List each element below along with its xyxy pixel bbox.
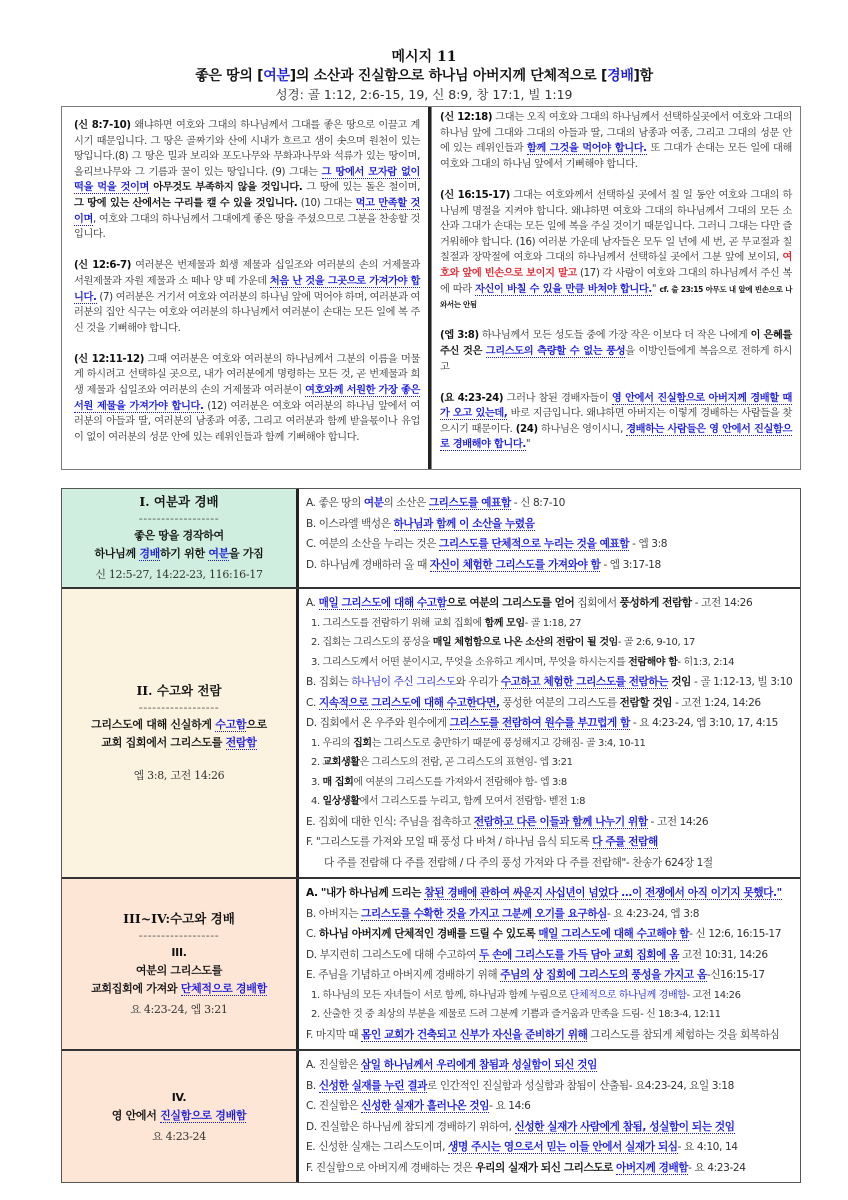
- outline-point: [306, 965, 794, 986]
- section-points-cell: [299, 879, 800, 1049]
- text-segment: 하나님은 영이시니,: [537, 423, 627, 435]
- emphasis-bold: 우리의 실재가 되신 그리스도로: [475, 1161, 614, 1174]
- text-segment: B. 아버지는: [306, 907, 362, 920]
- outline-point: [306, 1117, 794, 1138]
- emphasis-highlight: 신성한 실재가 흘러나온 것임: [361, 1100, 490, 1112]
- emphasis-highlight: 수고하고 체험한 그리스도를 전람하는: [500, 676, 669, 688]
- outline-subpoint: [306, 792, 794, 812]
- emphasis-bold: 매일 체험함으로 나온 소산의 전람이 될 것임: [432, 637, 618, 648]
- verse-reference: (신 16:15-17): [440, 189, 510, 201]
- emphasis-bold: 함께 모임: [484, 617, 525, 629]
- text-segment: 또 그대가 손대는 모든 일에 대해 여호와 그대의 하나님 앞에서 기뻐해야 합니다.: [440, 143, 793, 170]
- text-segment: -신16:15-17: [706, 969, 765, 981]
- text-segment: E. 집회에 대한 인식: 주님을 접촉하고: [306, 815, 474, 828]
- text-segment: 그대는 여호와께서 선택하실 곳에서 칠 일 동안 여호와 그대의 하나님께 명절을 지켜야 합니다. 왜냐하면 여호와 그대의 하나님께서 그대의 모든 소산과 그대가 손대는 모든 일에 복을 주실 것이기 때문입니다. 그러니 그대는 다만 즐거워해야 합니다. (16) 여러분 가운데 남자들은 모두 일 년에 세 번, 곧 무교절과 칠칠절과 장막절에 여호와 그대의 하나님께서 선택하실 곳에서 그분 앞에 보이되,: [440, 189, 792, 264]
- section-title: II. 수고와 전람: [136, 683, 222, 698]
- emphasis-bold: 전람할 것임: [619, 696, 673, 709]
- text-segment: F. 마지막 때: [306, 1028, 362, 1041]
- text-segment: - 요 4:10, 14: [677, 1141, 738, 1153]
- emphasis-bold: (24): [515, 423, 538, 435]
- emphasis-highlight: 삼일 하나님께서 우리에게 참됨과 성실함이 되신 것임: [360, 1059, 597, 1071]
- cross-reference-note: cf. 출 23:15 아무도 내 앞에 빈손으로 나와서는 안됨: [440, 284, 793, 310]
- text-segment: III.: [171, 946, 187, 959]
- text-segment: (10) 그대는: [297, 197, 356, 209]
- verse-reference: (신 12:6-7): [74, 260, 132, 272]
- section-description: [136, 962, 222, 980]
- text-segment: 그러나 참된 경배자들이: [503, 392, 612, 404]
- outline-point: [306, 693, 794, 714]
- verse-reference: (신 12:11-12): [74, 353, 145, 365]
- emphasis-highlight: 매일 그리스도에 대해 수고해야 함: [538, 928, 690, 940]
- text-segment: A. 진실함은: [306, 1059, 361, 1071]
- text-segment: (17) 각 사람이 여호와 그대의 하나님께서 주신 복에 따라: [440, 267, 792, 295]
- emphasis-highlight: 전람하고 다른 이들과 함께 나누기 위함: [473, 815, 648, 828]
- scripture-passage: [440, 110, 792, 172]
- section-divider: ------------------: [138, 701, 220, 714]
- emphasis-highlight: 신성한 실재가 사람에게 참됨, 성실함이 되는 것임: [514, 1120, 735, 1133]
- text-segment: 다 주를 전람해 다 주를 전람해 / 다 주의 풍성 가져와 다 주를 전람해"- 찬송가 624장 1절: [324, 856, 713, 869]
- text-segment: 에서 그리스도를 누리고, 함께 모여서 전람함- 벧전 1:8: [359, 796, 586, 807]
- emphasis-bold: 아무것도 부족하지 않을 것입니다.: [148, 182, 303, 194]
- text-segment: E. 신성한 실재는 그리스도이며,: [306, 1141, 449, 1153]
- outline-subpoint: [306, 614, 794, 634]
- outline-point: [306, 534, 794, 555]
- document-header: [0, 48, 848, 104]
- text-segment: ": [525, 439, 531, 451]
- text-segment: 교회 집회에서 그리스도를: [101, 736, 226, 749]
- section-summary-cell: [62, 489, 299, 587]
- outline-subpoint: [306, 986, 794, 1006]
- text-segment: 그때 여러분은 여호와 여러분의 하나님께서 그분의 이름을 머물게 하시려고 선택하실 곳으로, 내가 여러분에게 명령하는 모든 것, 곧 번제물과 희생 제물과 십일조와 여러분의 손의 거제물과 여러분이: [74, 353, 421, 397]
- section-references: 요 4:23-24, 엡 3:21: [130, 1003, 228, 1016]
- emphasis-highlight: 그리스도를 단체적으로 누리는 것을 예표함: [438, 538, 630, 550]
- text-segment: - 신 12:6, 16:15-17: [689, 928, 782, 940]
- outline-point: [306, 1096, 794, 1117]
- scripture-column-right: [431, 107, 800, 469]
- emphasis-highlight: 그리스도를 수확한 것을 가지고 그분께 오기를 요구하심: [361, 907, 608, 920]
- outline-point: [306, 713, 794, 734]
- text-segment: (7) 여러분은 거기서 여호와 여러분의 하나님 앞에 먹어야 하며, 여러분과 여러분의 집안 식구는 여호와 여러분의 하나님께서 여러분이 손대는 모든 일에 복 주신 것을 기뻐해야 합니다.: [74, 291, 421, 334]
- outline-point: [306, 945, 794, 966]
- text-segment: B. 이스라엘 백성은: [306, 517, 394, 530]
- outline-subpoint: [306, 633, 794, 653]
- outline-point: [306, 904, 794, 925]
- emphasis-bold: 풍성하게 전람함: [619, 597, 692, 609]
- text-segment: - 고전 14:26: [686, 989, 741, 1001]
- section-references: 엡 3:8, 고전 14:26: [133, 769, 225, 782]
- text-segment: 그리스도를 참되게 체험하는 것을 회복하심: [587, 1028, 780, 1041]
- scripture-passage: [74, 352, 420, 446]
- text-segment: 그대는 오직 여호와 그대의 하나님께서 선택하실곳에서 여호와 그대의 하나님 앞에 그대와 그대의 아들과 딸, 그대의 남종과 여종, 그리고 그대의 성문 안에 있는 레위인들과: [440, 112, 792, 155]
- outline-table: [61, 488, 801, 1183]
- verse-reference: (신 12:18): [440, 112, 493, 123]
- emphasis-highlight: 그리스도를 전람하여 원수를 부끄럽게 함: [449, 717, 630, 729]
- outline-section-2: [62, 589, 800, 879]
- outline-subpoint: [306, 1005, 794, 1025]
- emphasis-highlight: 다 주를 전람해: [592, 836, 658, 848]
- outline-subpoint: [306, 734, 794, 754]
- section-summary-cell: [62, 1051, 299, 1182]
- outline-point: [306, 1137, 794, 1158]
- section-description: [134, 527, 224, 545]
- emphasis-highlight: 하나님과 함께 이 소산을 누렸음: [393, 517, 535, 530]
- verse-reference: (신 8:7-10): [74, 119, 131, 131]
- message-number: 메시지 11: [391, 49, 457, 65]
- verse-reference: (요 4:23-24): [440, 392, 504, 404]
- outline-point: [306, 853, 794, 874]
- text-segment: ": [651, 283, 660, 295]
- emphasis-highlight: 수고함: [215, 718, 247, 731]
- emphasis-highlight: 영 안에서 진실함으로 아버지께 경배할 때가 오고 있는데,: [440, 392, 792, 420]
- title-part: ]의 소산과 진실함으로 하나님 아버지께 단체적으로 [: [289, 68, 608, 84]
- outline-point: [306, 924, 794, 945]
- text-segment: 풍성한 여분의 그리스도를: [499, 696, 620, 709]
- section-description: [94, 545, 263, 563]
- text-segment: 으로: [246, 718, 267, 731]
- section-description: [171, 944, 186, 962]
- text-segment: B. 집회는: [306, 676, 352, 688]
- text-segment: 을 가짐: [229, 547, 264, 560]
- text-segment: 는 그리스도로 충만하기 때문에 풍성해지고 강해짐- 골 3:4, 10-11: [371, 737, 646, 749]
- text-segment: - 고전 1:24, 14:26: [672, 696, 761, 709]
- text-segment: D. 부지런히 그리스도에 대해 수고하여: [306, 948, 480, 961]
- section-points-cell: [299, 489, 800, 587]
- verse-reference: (엡 3:8): [440, 330, 479, 342]
- text-segment: IV.: [171, 1090, 187, 1104]
- emphasis-highlight: 생명 주시는 영으로서 믿는 이들 안에서 실재가 되심: [448, 1141, 678, 1153]
- emphasis-bold: 집회: [353, 737, 372, 749]
- text-segment: - 요 14:6: [489, 1100, 531, 1112]
- outline-section-4: [62, 1051, 800, 1182]
- text-segment: C. 여분의 소산을 누리는 것은: [306, 538, 439, 550]
- title-keyword-surplus: 여분: [263, 68, 290, 84]
- text-segment: (12) 여러분은 여호와 여러분의 하나님 앞에서 여러분의 아들과 딸, 여러분의 남종과 여종, 그리고 여러분과 함께 받을몫이나 유업이 없이 여러분의 성문 안에 있는 레위인들과 함께 기뻐해야 합니다.: [74, 400, 421, 443]
- text-segment: 하나님께: [94, 547, 140, 560]
- emphasis-highlight: 주님의 상 집회에 그리스도의 풍성을 가지고 옴: [500, 969, 707, 981]
- outline-section-1: [62, 489, 800, 589]
- outline-point: [306, 672, 794, 693]
- text-segment: 3. 그리스도께서 어떤 분이시고, 무엇을 소유하고 계시며, 무엇을 하시는지를: [311, 656, 629, 668]
- emphasis-highlight: 경배하는 사람들은 영 안에서 진실함으로 경배해야 합니다.: [440, 423, 793, 451]
- text-segment: - 요 4:23-24, 엡 3:10, 17, 4:15: [629, 717, 779, 729]
- text-segment: - 고전 14:26: [691, 597, 753, 609]
- text-segment: 왜냐하면 여호와 그대의 하나님께서 그대를 좋은 땅으로 이끌고 계시기 때문입니다. 그 땅은 골짜기와 산에 시내가 흐르고 샘이 솟으며 원천이 있는 땅입니다.(8) 그 땅은 밀과 보리와 포도나무와 무화과나무와 석류가 있는 땅이며, 올리브나무와 그 기름과 꿀이 있는 땅입니다. (9) 그대는: [74, 119, 421, 178]
- section-points-cell: [299, 589, 800, 877]
- emphasis-highlight: 여분: [208, 547, 229, 560]
- outline-point: [306, 593, 794, 614]
- text-segment: A.: [306, 597, 319, 609]
- text-segment: 하나님께서 모든 성도들 중에 가장 작은 이보다 더 작은 나에게: [478, 330, 751, 342]
- text-segment: D. 진실함은 하나님께 참되게 경배하기 위하여,: [306, 1120, 515, 1133]
- scripture-passage: [74, 258, 420, 336]
- text-segment: 여러분은 번제물과 희생 제물과 십일조와 여러분의 손의 거제물과 서원제물과 자원 제물과 소 떼나 양 떼 가운데: [74, 260, 421, 287]
- text-segment: - 엡 3:8: [629, 538, 668, 550]
- scripture-passage: [440, 188, 792, 313]
- section-description: [91, 716, 267, 734]
- scripture-passage: [440, 391, 792, 453]
- emphasis-bold: 교회생활: [322, 757, 360, 768]
- section-description: [112, 1107, 247, 1125]
- emphasis-highlight: 전람함: [225, 736, 257, 749]
- section-divider: ------------------: [138, 512, 220, 525]
- text-segment: 여분의 그리스도를: [135, 964, 223, 977]
- text-segment: 로 인간적인 진실함과 성실함과 참됨이 산출됨- 요4:23-24, 요일 3:18: [427, 1079, 734, 1092]
- emphasis-highlight: 몸인 교회가 건축되고 신부가 자신을 준비하기 위해: [361, 1028, 588, 1041]
- text-segment: - 고전 14:26: [647, 815, 709, 828]
- section-description: [101, 734, 256, 752]
- emphasis-bold: 으로 여분의 그리스도를 얻어: [446, 597, 575, 609]
- emphasis-highlight: 신성한 실재를 누린 결과: [318, 1079, 428, 1092]
- text-segment: 3.: [311, 776, 323, 788]
- outline-point: [306, 1025, 794, 1046]
- text-segment: 2.: [311, 757, 323, 768]
- outline-point: [306, 493, 794, 514]
- text-segment: - 히1:3, 2:14: [677, 656, 735, 668]
- text-segment: , 여호와 그대의 하나님께서 그대에게 좋은 땅을 주셨으므로 그분을 찬송할 것입니다.: [74, 213, 421, 241]
- text-segment: 그리스도에 대해 신실하게: [91, 718, 216, 731]
- emphasis-blue-bold: 여분: [363, 497, 384, 509]
- text-segment: 2. 집회는 그리스도의 풍성을: [311, 637, 433, 648]
- emphasis-highlight: 먹고 만족할 것이며: [74, 197, 421, 225]
- text-segment: 2. 산출한 것 중 최상의 부분을 제물로 드려 그분께 기쁨과 즐거움과 만족을 드림- 신 18:3-4, 12:11: [311, 1009, 721, 1020]
- emphasis-bold: 이 은혜를 주신 것은: [440, 330, 792, 357]
- emphasis-bold: 하나님 아버지께 단체적인 경배를 드릴 수 있도록: [318, 928, 536, 940]
- emphasis-highlight: 자신이 체험한 그리스도를 가져와야 함: [429, 558, 601, 571]
- emphasis-highlight: 그리스도를 예표함: [428, 497, 511, 509]
- title-part: ]함: [633, 68, 653, 84]
- emphasis-bold: 전람해야 함: [628, 656, 678, 668]
- text-segment: E. 주님을 기념하고 아버지께 경배하기 위해: [306, 969, 501, 981]
- emphasis-highlight: 지속적으로 그리스도에 대해 수고한다면,: [318, 696, 500, 709]
- emphasis-highlight: 경배: [139, 547, 160, 560]
- text-segment: B.: [306, 1079, 319, 1092]
- text-segment: - 골 2:6, 9-10, 17: [617, 637, 695, 648]
- text-segment: 의 소산은: [383, 497, 429, 509]
- text-segment: 영 안에서: [111, 1108, 161, 1122]
- text-segment: C. 진실함은: [306, 1100, 362, 1112]
- emphasis-highlight: 그리스도의 측량할 수 없는 풍성: [485, 345, 626, 357]
- emphasis-highlight: 처음 난 것을 그곳으로 가져가야 합니다.: [74, 275, 421, 303]
- section-summary-cell: [62, 589, 299, 877]
- text-segment: F. 진실함으로 아버지께 경배하는 것은: [306, 1161, 476, 1174]
- text-segment: - 요 4:23-24, 엡 3:8: [607, 907, 700, 920]
- outline-point: [306, 514, 794, 535]
- emphasis-highlight: 함께 그것을 먹어야 합니다.: [526, 143, 647, 155]
- text-segment: 에 여분의 그리스도를 가져와서 전람해야 함- 엡 3:8: [353, 776, 567, 788]
- emphasis-bold: A. "내가 하나님께 드리는: [306, 887, 425, 899]
- section-references: 신 12:5-27, 14:22-23, 116:16-17: [95, 568, 263, 581]
- emphasis-highlight: 여호와께 서원한 가장 좋은 서원 제물을 가져가야 합니다.: [74, 385, 421, 412]
- outline-subpoint: [306, 773, 794, 793]
- text-segment: F. "그리스도를 가져와 모일 때 풍성 다 바쳐 / 하나님 음식 되도록: [306, 836, 593, 848]
- text-segment: 은 그리스도의 전람, 곧 그리스도의 표현임- 엡 3:21: [359, 757, 573, 768]
- text-segment: 1. 하나님의 모든 자녀들이 서로 함께, 하나님과 함께 누림으로: [311, 989, 570, 1001]
- text-segment: 바로 지금입니다. 왜냐하면 아버지는 이렇게 경배하는 사람들을 찾으시기 때문이다.: [440, 408, 792, 435]
- emphasis-highlight: 참된 경배에 관하여 싸운지 사십년이 넘었다 ...이 전쟁에서 아직 이기지 못했다.": [424, 887, 782, 899]
- text-segment: 1. 우리의: [311, 737, 354, 749]
- text-segment: C.: [306, 928, 319, 940]
- outline-point: [306, 832, 794, 853]
- text-segment: 와 우리가: [455, 676, 501, 688]
- emphasis-blue: 하나님이 주신 그리스도: [351, 676, 456, 688]
- outline-subpoint: [306, 653, 794, 673]
- outline-point: [306, 883, 794, 904]
- text-segment: 4.: [311, 796, 323, 807]
- emphasis-red: 여호와 앞에 빈손으로 보이지 말고: [440, 252, 792, 279]
- emphasis-bold: 것임: [668, 676, 692, 688]
- scripture-passage: [74, 118, 420, 243]
- outline-point: [306, 1076, 794, 1097]
- scripture-references: 성경: 골 1:12, 2:6-15, 19, 신 8:9, 창 17:1, 빌 1:19: [275, 87, 573, 102]
- message-title: [0, 66, 848, 86]
- section-title: I. 여분과 경배: [139, 494, 219, 509]
- outline-point: [306, 812, 794, 833]
- text-segment: 하기 위한: [159, 547, 209, 560]
- emphasis-blue: 단체적으로 하나님께 경배함: [569, 989, 687, 1001]
- text-segment: C.: [306, 696, 319, 709]
- text-segment: 고전 10:31, 14:26: [679, 948, 768, 961]
- emphasis-highlight: 아버지께 경배함: [615, 1161, 689, 1174]
- text-segment: A. 좋은 땅의: [306, 497, 364, 509]
- scripture-column-left: [62, 107, 431, 469]
- section-summary-cell: [62, 879, 299, 1049]
- emphasis-highlight: 단체적으로 경배함: [180, 982, 267, 995]
- section-points-cell: [299, 1051, 800, 1182]
- text-segment: 을 이방인들에게 복음으로 전하게 하시고: [440, 345, 793, 373]
- section-title: III~IV:수고와 경배: [123, 911, 235, 926]
- section-description: [91, 980, 267, 998]
- section-references: 요 4:23-24: [152, 1129, 206, 1143]
- text-segment: - 엡 3:17-18: [600, 558, 661, 571]
- emphasis-bold: 그 땅에 있는 산에서는 구리를 캘 수 있을 것입니다.: [74, 197, 298, 209]
- outline-point: [306, 1158, 794, 1179]
- text-segment: 집회에서: [574, 597, 620, 609]
- text-segment: - 골 1:18, 27: [524, 617, 582, 629]
- emphasis-highlight: 그 땅에서 모자람 없이 떡을 먹을 것이며: [74, 166, 421, 194]
- emphasis-bold: 매 집회: [322, 776, 354, 788]
- text-segment: - 신 8:7-10: [510, 497, 565, 509]
- text-segment: D. 집회에서 온 우주와 원수에게: [306, 717, 450, 729]
- emphasis-highlight: 두 손에 그리스도를 가득 담아 교회 집회에 옴: [479, 948, 680, 961]
- section-divider: ------------------: [138, 929, 220, 942]
- emphasis-highlight: 자신이 바칠 수 있을 만큼 바쳐야 합니다.: [475, 283, 652, 295]
- section-description: [172, 1089, 186, 1107]
- outline-point: [306, 1055, 794, 1076]
- emphasis-highlight: 진실함으로 경배함: [160, 1108, 247, 1122]
- title-part: 좋은 땅의 [: [195, 68, 264, 84]
- text-segment: - 요 4:23-24: [688, 1161, 746, 1174]
- text-segment: D. 하나님께 경배하러 올 때: [306, 558, 430, 571]
- emphasis-bold: 일상생활: [322, 796, 360, 807]
- outline-subpoint: [306, 753, 794, 773]
- scripture-box: [61, 106, 801, 470]
- outline-point: [306, 555, 794, 576]
- text-segment: 좋은 땅을 경작하여: [134, 529, 224, 542]
- text-segment: 그 땅에 있는 돌은 철이며,: [302, 182, 420, 194]
- outline-section-3: [62, 879, 800, 1051]
- scripture-passage: [440, 328, 792, 375]
- title-keyword-worship: 경배: [607, 68, 634, 84]
- text-segment: - 골 1:12-13, 빌 3:10: [691, 676, 793, 688]
- text-segment: 1. 그리스도를 전람하기 위해 교회 집회에: [311, 617, 485, 629]
- text-segment: 교회집회에 가져와: [91, 982, 181, 995]
- emphasis-highlight: 매일 그리스도에 대해 수고함: [318, 597, 447, 609]
